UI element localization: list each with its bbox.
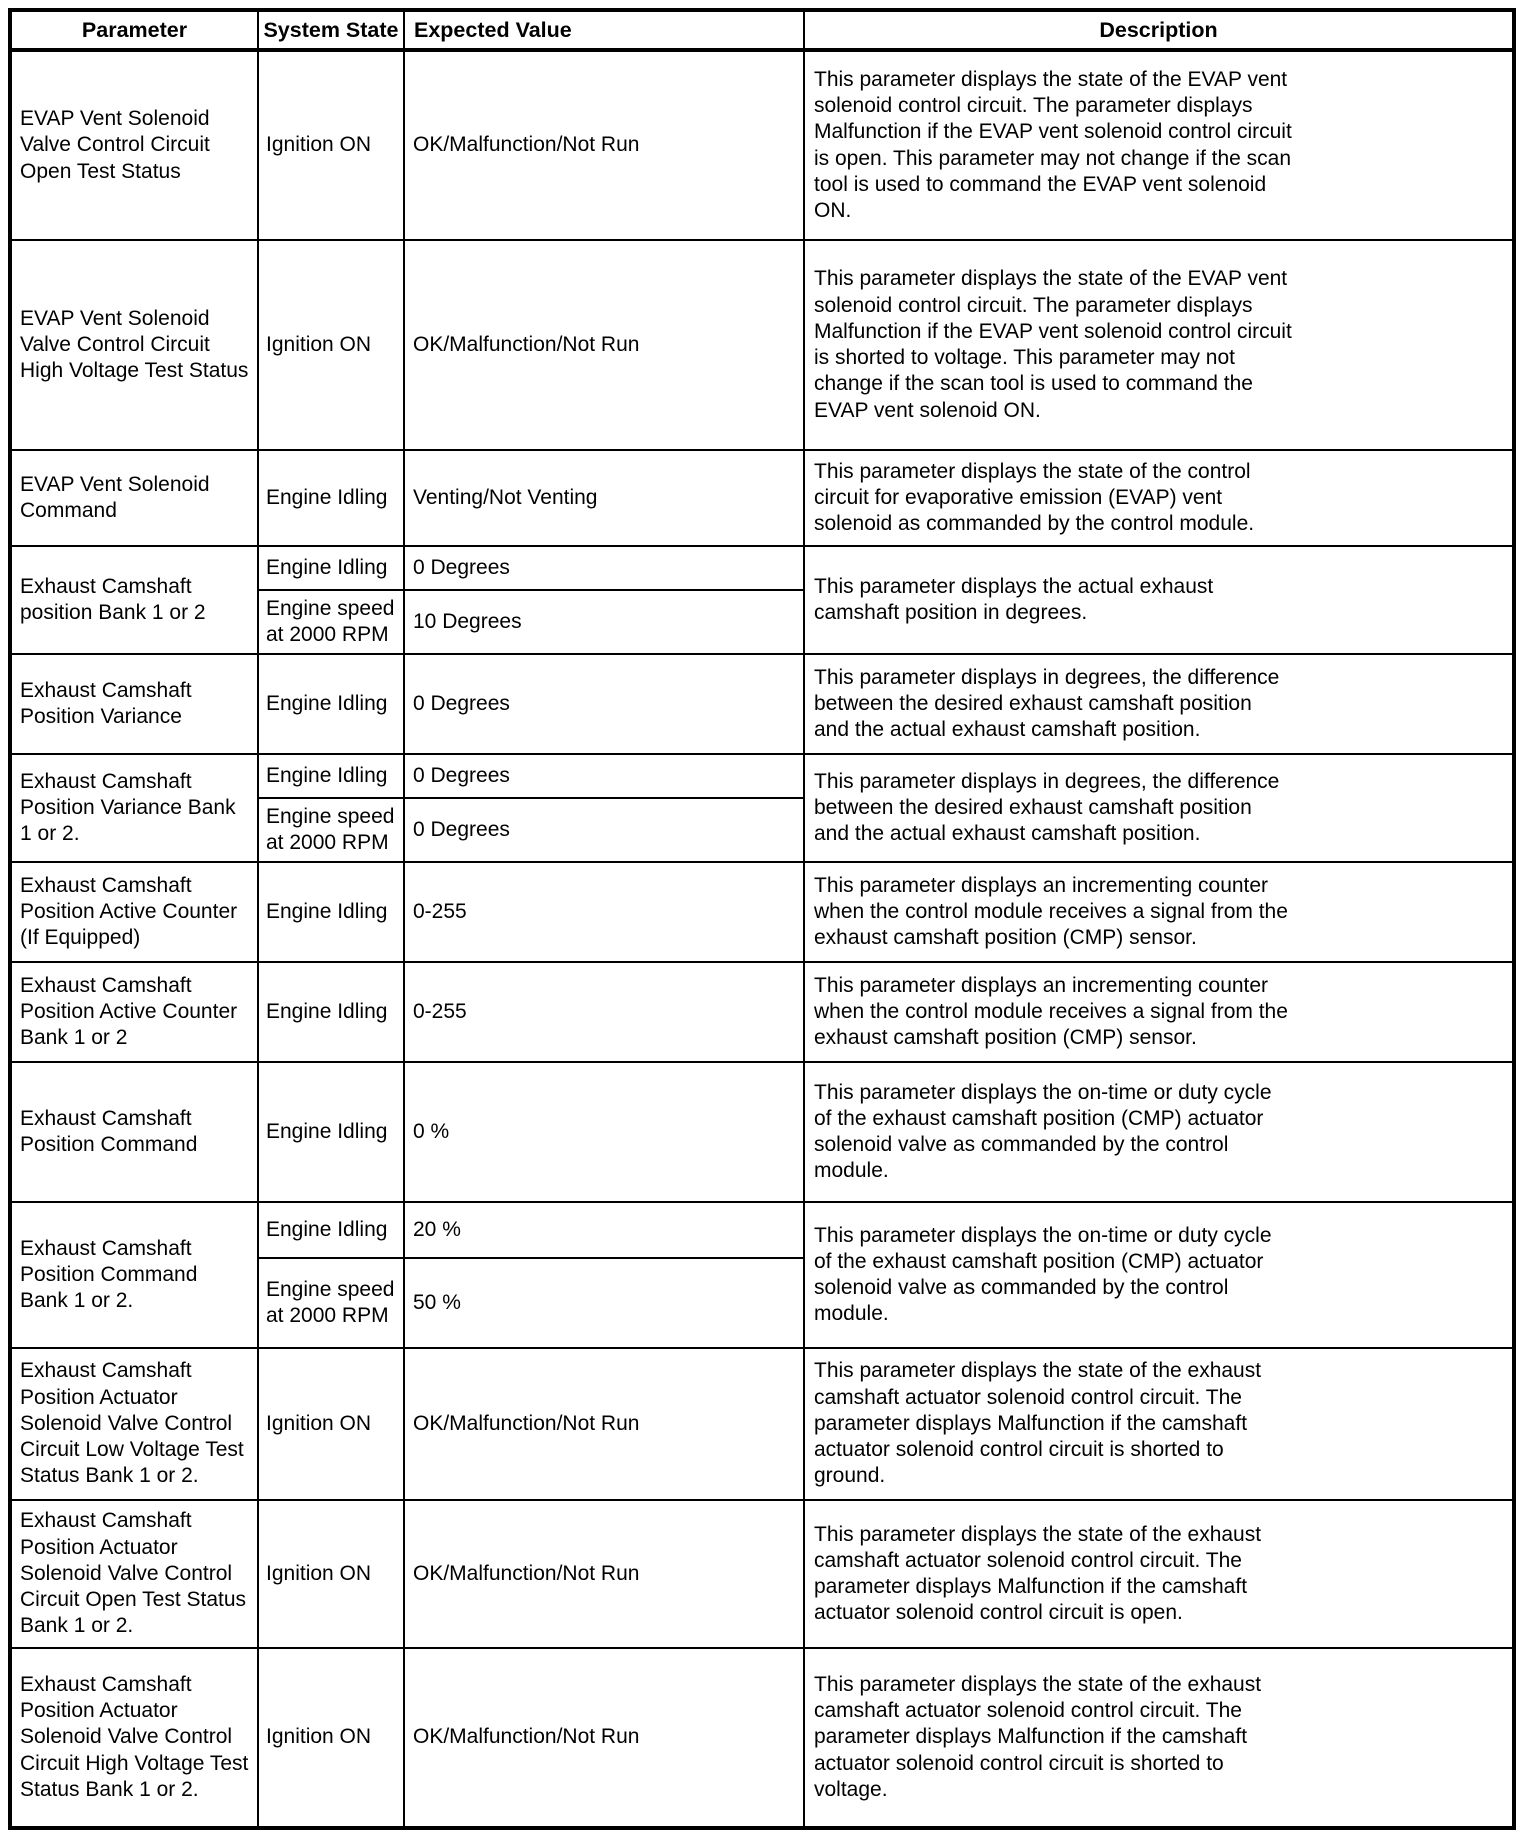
description-text: This parameter displays the state of the exhaust camshaft actuator solenoid control circuit. The parameter displays Malfunction if the camshaft actuator solenoid control circuit is shorted to ground.: [814, 1359, 1262, 1488]
system-state-cell: Engine Idling: [258, 962, 404, 1062]
parameter-cell: Exhaust Camshaft Position Command: [10, 1062, 258, 1202]
table-subrow: [10, 754, 1514, 798]
column-header-expected-value: Expected Value: [404, 10, 804, 50]
table-row: [10, 1648, 1514, 1828]
table-row: [10, 240, 1514, 450]
description-text: This parameter displays in degrees, the difference between the desired exhaust camshaft position and the actual exhaust camshaft position.: [814, 769, 1280, 846]
expected-value-cell: 0 Degrees: [404, 754, 804, 798]
description-cell: [804, 1500, 1514, 1648]
table-row: [10, 962, 1514, 1062]
system-state-cell: Engine speed at 2000 RPM: [258, 1258, 404, 1348]
expected-value-cell: 0 %: [404, 1062, 804, 1202]
description-text: This parameter displays the state of the exhaust camshaft actuator solenoid control circuit. The parameter displays Malfunction if the camshaft actuator solenoid control circuit is open.: [814, 1522, 1262, 1625]
description-text: This parameter displays an incrementing counter when the control module receives a signal from the exhaust camshaft position (CMP) sensor.: [814, 873, 1288, 950]
description-text: This parameter displays the on-time or duty cycle of the exhaust camshaft position (CMP) actuator solenoid valve as commanded by the control module.: [814, 1080, 1272, 1183]
description-cell: [804, 754, 1514, 862]
description-text: This parameter displays the state of the EVAP vent solenoid control circuit. The parameter displays Malfunction if the EVAP vent solenoid control circuit is open. This parameter may not change if the scan tool is used to command the EVAP vent solenoid ON.: [814, 67, 1292, 222]
system-state-cell: Ignition ON: [258, 50, 404, 240]
parameter-cell: EVAP Vent Solenoid Valve Control Circuit Open Test Status: [10, 50, 258, 240]
expected-value-cell: 0 Degrees: [404, 546, 804, 590]
system-state-cell: Engine Idling: [258, 450, 404, 546]
expected-value-cell: OK/Malfunction/Not Run: [404, 1648, 804, 1828]
expected-value-cell: OK/Malfunction/Not Run: [404, 1500, 804, 1648]
description-text: This parameter displays the state of the exhaust camshaft actuator solenoid control circuit. The parameter displays Malfunction if the camshaft actuator solenoid control circuit is shorted to voltage.: [814, 1672, 1262, 1801]
expected-value-cell: 0 Degrees: [404, 654, 804, 754]
description-cell: [804, 50, 1514, 240]
system-state-cell: Engine Idling: [258, 1202, 404, 1258]
table-row: [10, 1500, 1514, 1648]
parameter-cell: Exhaust Camshaft Position Active Counter (If Equipped): [10, 862, 258, 962]
parameter-cell: Exhaust Camshaft position Bank 1 or 2: [10, 546, 258, 654]
description-text: This parameter displays the state of the control circuit for evaporative emission (EVAP) vent solenoid as commanded by the control module.: [814, 459, 1255, 536]
description-text: This parameter displays the on-time or duty cycle of the exhaust camshaft position (CMP) actuator solenoid valve as commanded by the control module.: [814, 1223, 1272, 1326]
system-state-cell: Ignition ON: [258, 1648, 404, 1828]
system-state-cell: Engine speed at 2000 RPM: [258, 798, 404, 862]
description-cell: [804, 1062, 1514, 1202]
parameter-cell: Exhaust Camshaft Position Variance: [10, 654, 258, 754]
column-header-parameter: Parameter: [10, 10, 258, 50]
description-cell: [804, 1648, 1514, 1828]
column-header-system-state: System State: [258, 10, 404, 50]
expected-value-cell: OK/Malfunction/Not Run: [404, 50, 804, 240]
table-row: [10, 654, 1514, 754]
parameter-cell: Exhaust Camshaft Position Actuator Solenoid Valve Control Circuit High Voltage Test Status Bank 1 or 2.: [10, 1648, 258, 1828]
expected-value-cell: 50 %: [404, 1258, 804, 1348]
expected-value-cell: 0 Degrees: [404, 798, 804, 862]
expected-value-cell: 0-255: [404, 862, 804, 962]
parameter-cell: Exhaust Camshaft Position Variance Bank 1 or 2.: [10, 754, 258, 862]
description-cell: [804, 1202, 1514, 1348]
expected-value-cell: OK/Malfunction/Not Run: [404, 1348, 804, 1500]
expected-value-cell: Venting/Not Venting: [404, 450, 804, 546]
system-state-cell: Ignition ON: [258, 240, 404, 450]
table-subrow: [10, 546, 1514, 590]
system-state-cell: Engine speed at 2000 RPM: [258, 590, 404, 654]
system-state-cell: Ignition ON: [258, 1348, 404, 1500]
system-state-cell: Engine Idling: [258, 862, 404, 962]
description-cell: [804, 1348, 1514, 1500]
expected-value-cell: 0-255: [404, 962, 804, 1062]
description-cell: [804, 654, 1514, 754]
expected-value-cell: 20 %: [404, 1202, 804, 1258]
table-row: [10, 1348, 1514, 1500]
header-row: [10, 10, 1514, 50]
table-subrow: [10, 1202, 1514, 1258]
system-state-cell: Engine Idling: [258, 546, 404, 590]
parameter-cell: Exhaust Camshaft Position Actuator Solenoid Valve Control Circuit Low Voltage Test Status Bank 1 or 2.: [10, 1348, 258, 1500]
description-text: This parameter displays in degrees, the difference between the desired exhaust camshaft position and the actual exhaust camshaft position.: [814, 665, 1280, 742]
parameter-cell: Exhaust Camshaft Position Actuator Solenoid Valve Control Circuit Open Test Status Bank 1 or 2.: [10, 1500, 258, 1648]
description-text: This parameter displays an incrementing counter when the control module receives a signal from the exhaust camshaft position (CMP) sensor.: [814, 973, 1288, 1050]
description-cell: [804, 240, 1514, 450]
table-body: [10, 50, 1514, 1828]
description-cell: [804, 546, 1514, 654]
expected-value-cell: 10 Degrees: [404, 590, 804, 654]
table-row: [10, 1062, 1514, 1202]
column-header-description: Description: [804, 10, 1514, 50]
description-cell: [804, 862, 1514, 962]
system-state-cell: Ignition ON: [258, 1500, 404, 1648]
table-row: [10, 862, 1514, 962]
description-cell: [804, 450, 1514, 546]
parameter-cell: Exhaust Camshaft Position Command Bank 1 or 2.: [10, 1202, 258, 1348]
expected-value-cell: OK/Malfunction/Not Run: [404, 240, 804, 450]
description-text: This parameter displays the actual exhaust camshaft position in degrees.: [814, 574, 1214, 624]
parameter-cell: Exhaust Camshaft Position Active Counter Bank 1 or 2: [10, 962, 258, 1062]
system-state-cell: Engine Idling: [258, 1062, 404, 1202]
scan-tool-data-table: [8, 8, 1516, 1830]
table-row: [10, 50, 1514, 240]
description-cell: [804, 962, 1514, 1062]
parameter-cell: EVAP Vent Solenoid Valve Control Circuit High Voltage Test Status: [10, 240, 258, 450]
description-text: This parameter displays the state of the EVAP vent solenoid control circuit. The parameter displays Malfunction if the EVAP vent solenoid control circuit is shorted to voltage. This parameter may not change if the scan tool is used to command the EVAP vent solenoid ON.: [814, 267, 1292, 422]
table-row: [10, 450, 1514, 546]
system-state-cell: Engine Idling: [258, 754, 404, 798]
parameter-cell: EVAP Vent Solenoid Command: [10, 450, 258, 546]
system-state-cell: Engine Idling: [258, 654, 404, 754]
